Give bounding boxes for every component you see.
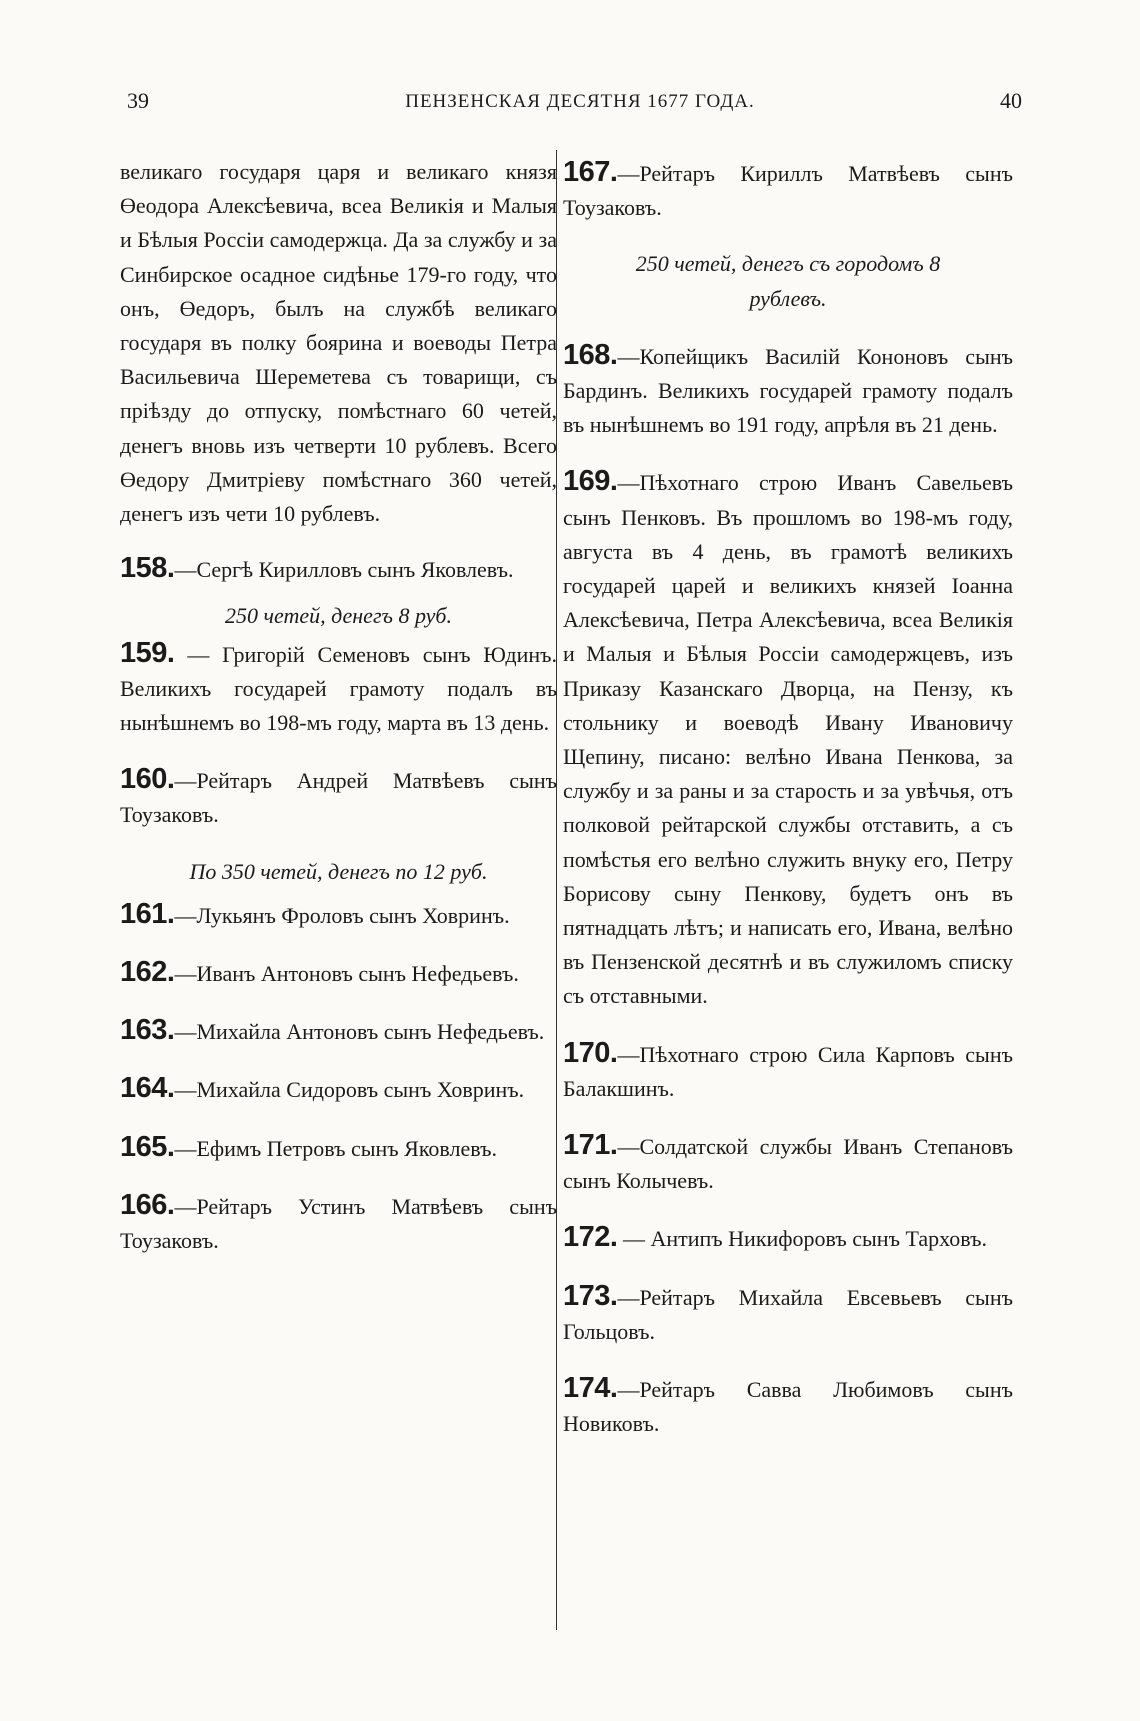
entry-text: — Григорій Семеновъ сынъ Юдинъ. Великихъ государей грамоту подалъ въ нынѣшнемъ во 198-мъ году, марта въ 13 день.	[120, 641, 557, 736]
entry-text: —Рейтаръ Михайла Евсевьевъ сынъ Гольцовъ.	[563, 1284, 1013, 1344]
entry-text: —Рейтаръ Савва Любимовъ сынъ Новиковъ.	[563, 1377, 1013, 1437]
continued-paragraph: великаго государя царя и великаго князя Өеодора Алексѣевича, всеа Великія и Малыя и Бѣлыя Россіи самодержца. Да за службу и за Синбирское осадное сидѣнье 179-го году, что онъ, Өедоръ, былъ на службѣ великаго государя въ полку боярина и воеводы Петра Васильевича Шереметева съ товарищи, съ пріѣзду до отпуску, помѣстнаго 60 четей, денегъ вновь изъ четверти 10 рублевъ. Всего Өедору Дмитріеву помѣстнаго 360 четей, денегъ изъ чети 10 рублевъ.	[120, 159, 557, 527]
entry-text: —Иванъ Антоновъ сынъ Нефедьевъ.	[174, 961, 519, 987]
page-header	[0, 0, 1140, 140]
entry-160	[120, 762, 557, 832]
entry-number: 168.	[563, 338, 618, 371]
entry-text: —Михайла Сидоровъ сынъ Ховринъ.	[174, 1077, 525, 1103]
entry-number: 171.	[563, 1129, 618, 1162]
entry-text: —Рейтаръ Андрей Матвѣевъ сынъ Тоузаковъ.	[120, 768, 557, 828]
entry-173	[563, 1279, 1013, 1349]
page-number-right: 40	[1000, 88, 1022, 113]
entry-text: —Лукьянъ Фроловъ сынъ Ховринъ.	[174, 902, 510, 928]
entry-number: 167.	[563, 156, 618, 188]
entry-168	[563, 338, 1013, 443]
entry-number: 158.	[120, 552, 175, 585]
entry-text: —Михайла Антоновъ сынъ Нефедьевъ.	[174, 1019, 545, 1045]
entry-text: —Рейтаръ Кириллъ Матвѣевъ сынъ Тоузаковъ.	[563, 161, 1013, 221]
entry-number: 160.	[120, 763, 175, 796]
left-column	[120, 155, 557, 1258]
entry-number: 170.	[563, 1036, 618, 1069]
entry-text: —Солдатской службы Иванъ Степановъ сынъ Колычевъ.	[563, 1134, 1013, 1194]
entry-167	[563, 155, 1013, 225]
entry-171	[563, 1128, 1013, 1198]
entry-165	[120, 1130, 557, 1166]
entry-161	[120, 897, 557, 933]
entry-172	[563, 1220, 1013, 1256]
entry-text: —Сергѣ Кирилловъ сынъ Яковлевъ.	[174, 557, 514, 583]
entry-text: — Антипъ Никифоровъ сынъ Тарховъ.	[617, 1226, 987, 1252]
entry-162	[120, 955, 557, 991]
entry-text: —Копейщикъ Василій Кононовъ сынъ Бардинъ. Великихъ государей грамоту подалъ въ нынѣшнемъ во 191 году, апрѣля въ 21 день.	[563, 343, 1013, 438]
entry-number: 172.	[563, 1221, 618, 1254]
entry-170	[563, 1036, 1013, 1106]
allotment-note: По 350 четей, денегъ по 12 руб.	[189, 858, 488, 884]
entry-number: 165.	[120, 1130, 175, 1163]
entry-166	[120, 1188, 557, 1258]
entry-number: 166.	[120, 1188, 175, 1221]
entry-text: —Пѣхотнаго строю Сила Карповъ сынъ Балакшинъ.	[563, 1041, 1013, 1101]
entry-163	[120, 1013, 557, 1049]
entry-number: 173.	[563, 1279, 618, 1312]
entry-number: 164.	[120, 1072, 175, 1105]
page-number-left: 39	[127, 88, 149, 113]
entry-number: 161.	[120, 897, 175, 930]
entry-164	[120, 1071, 557, 1107]
entry-number: 162.	[120, 956, 175, 989]
allotment-note: 250 четей, денегъ 8 руб.	[224, 603, 452, 629]
entry-159	[120, 636, 557, 741]
entry-174	[563, 1371, 1013, 1441]
entry-number: 174.	[563, 1372, 618, 1405]
entry-169	[563, 464, 1013, 1013]
entry-158	[120, 551, 557, 587]
entry-text: —Ефимъ Петровъ сынъ Яковлевъ.	[174, 1135, 497, 1161]
entry-number: 163.	[120, 1014, 175, 1047]
running-title: ПЕНЗЕНСКАЯ ДЕСЯТНЯ 1677 ГОДА.	[405, 91, 755, 112]
entry-number: 169.	[563, 465, 618, 498]
entry-number: 159.	[120, 636, 175, 669]
allotment-note: 250 четей, денегъ съ городомъ 8 рублевъ.	[635, 251, 941, 311]
right-column	[563, 155, 1013, 1442]
entry-text: —Рейтаръ Устинъ Матвѣевъ сынъ Тоузаковъ.	[120, 1193, 557, 1254]
entry-text: —Пѣхотнаго строю Иванъ Савельевъ сынъ Пенковъ. Въ прошломъ во 198-мъ году, августа въ 4 день, въ грамотѣ великихъ государей царей и великихъ князей Іоанна Алексѣевича, Петра Алексѣевича, всеа Великія и Малыя и Бѣлыя Россіи самодержцевъ, изъ Приказу Казанскаго Дворца, на Пензу, къ стольнику и воеводѣ Ивану Ивановичу Щепину, писано: велѣно Ивана Пенкова, за службу и за раны и за старость и за увѣчья, отъ полковой рейтарской службы отставить, а съ помѣстья его велѣно служить внуку его, Петру Борисову сыну Пенкову, будетъ онъ въ пятнадцать лѣтъ; и написать его, Ивана, велѣно въ Пензенской десятнѣ и въ служиломъ списку съ отставными.	[563, 470, 1013, 1009]
